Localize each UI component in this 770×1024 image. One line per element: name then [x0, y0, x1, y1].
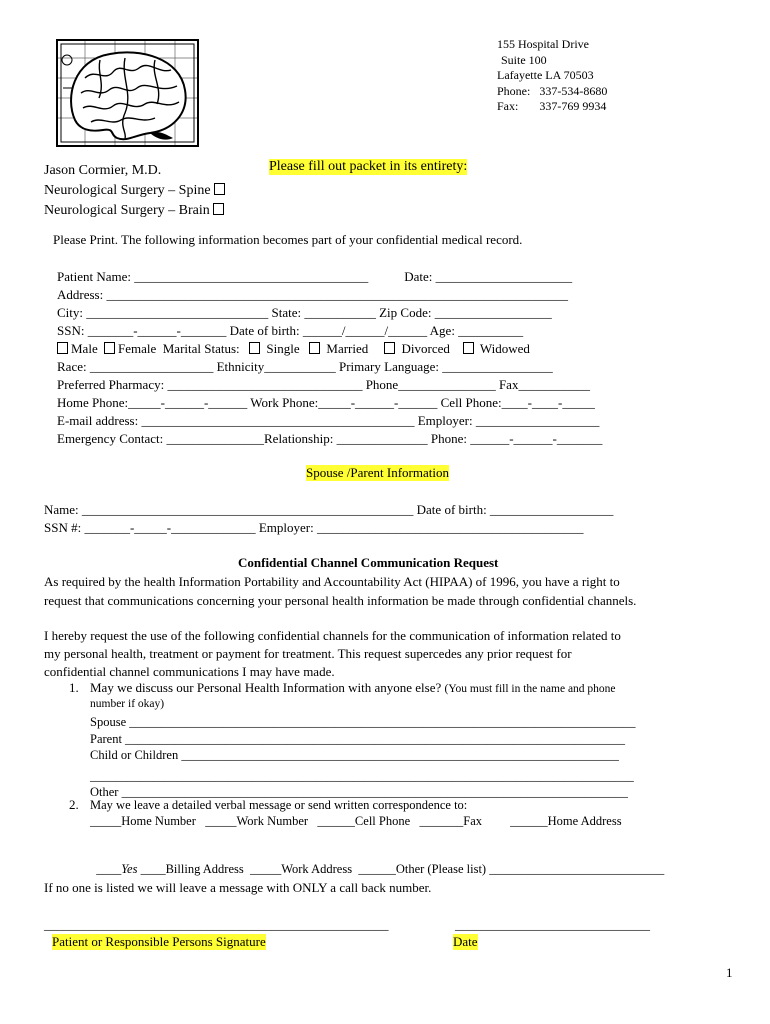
other-contact-line[interactable]: Other _________________________________________________________________________________	[90, 785, 628, 799]
spouse-contact-line[interactable]: Spouse _________________________________________________________________________________	[90, 715, 636, 729]
print-notice: Please Print. The following information becomes part of your confidential medical record.	[53, 232, 523, 247]
widowed-checkbox[interactable]	[463, 342, 474, 354]
spouse-ssn-row[interactable]: SSN #: _______-_____-_____________ Employer: _________________________________________	[44, 520, 584, 535]
blank-contact-line[interactable]: _______________________________________________________________________________________	[90, 768, 634, 783]
fill-packet-notice: Please fill out packet in its entirety:	[269, 159, 468, 174]
question-1: May we discuss our Personal Health Information with anyone else? (You must fill in the name and phone	[90, 680, 616, 695]
question-2: May we leave a detailed verbal message or send written correspondence to:	[90, 798, 468, 812]
address-row[interactable]: Address: _______________________________________________________________________	[57, 287, 568, 302]
specialty-brain: Neurological Surgery – Brain	[44, 201, 228, 221]
hipaa-paragraph-2: I hereby request the use of the following confidential channels for the communication of information related to my personal health, treatment or payment for treatment. This request supercedes any prior request for confidential channel communications I may have made.	[44, 628, 621, 679]
address-line-1: 155 Hospital Drive	[497, 37, 589, 51]
doctor-block	[44, 161, 228, 221]
page-number: 1	[726, 965, 733, 980]
child-contact-line[interactable]: Child or Children ______________________________________________________________________	[90, 748, 619, 762]
signature-line[interactable]: _____________________________________________________	[44, 917, 389, 932]
married-checkbox[interactable]	[309, 342, 320, 354]
parent-contact-line[interactable]: Parent ________________________________________________________________________________	[90, 731, 626, 746]
callback-notice: If no one is listed we will leave a message with ONLY a call back number.	[44, 880, 432, 895]
pharmacy-row[interactable]: Preferred Pharmacy: ______________________________ Phone_______________ Fax___________	[57, 377, 590, 392]
city-row[interactable]: City: ____________________________ State: ___________ Zip Code: __________________	[57, 305, 552, 320]
male-checkbox[interactable]	[57, 342, 68, 354]
specialty-spine: Neurological Surgery – Spine	[44, 181, 228, 201]
patient-name-row[interactable]: Patient Name: ____________________________________ Date: _____________________	[57, 269, 573, 284]
hipaa-heading: Confidential Channel Communication Request	[238, 555, 499, 570]
female-checkbox[interactable]	[104, 342, 115, 354]
date-label: Date	[453, 934, 478, 949]
emergency-row[interactable]: Emergency Contact: _______________Relationship: ______________ Phone: ______-______-_______	[57, 431, 603, 446]
brain-logo-icon	[55, 38, 200, 148]
address-line-2: Suite 100	[501, 52, 547, 67]
doctor-name: Jason Cormier, M.D.	[44, 163, 162, 178]
gender-marital-row: Male Female Marital Status: Single Married Divorced Widowed	[57, 340, 602, 358]
signature-label: Patient or Responsible Persons Signature	[52, 934, 266, 949]
message-options-row-2[interactable]: ____Yes ____Billing Address _____Work Address ______Other (Please list) ____________________________	[96, 862, 665, 876]
spouse-form	[44, 501, 613, 537]
question-1-note: number if okay)	[90, 698, 165, 710]
phones-row[interactable]: Home Phone:_____-______-______ Work Phone:_____-______-______ Cell Phone:____-____-_____	[57, 395, 595, 410]
spine-checkbox[interactable]	[214, 183, 225, 195]
contacts-list	[90, 714, 636, 801]
clinic-address	[497, 37, 607, 115]
question-1-number: 1.	[69, 680, 79, 695]
spouse-heading: Spouse /Parent Information	[306, 465, 449, 480]
hipaa-paragraph-1: As required by the health Information Portability and Accountability Act (HIPAA) of 1996, you have a right to request that communications concerning your personal health information be made through confidential channels.	[44, 574, 637, 608]
address-line-3: Lafayette LA 70503	[497, 68, 594, 82]
date-line[interactable]: ______________________________	[455, 917, 650, 932]
race-row[interactable]: Race: ___________________ Ethnicity___________ Primary Language: _________________	[57, 359, 553, 374]
single-checkbox[interactable]	[249, 342, 260, 354]
patient-form	[57, 268, 602, 448]
divorced-checkbox[interactable]	[384, 342, 395, 354]
brain-checkbox[interactable]	[213, 203, 224, 215]
clinic-fax: Fax: 337-769 9934	[497, 99, 607, 113]
message-options-row[interactable]: _____Home Number _____Work Number ______Cell Phone _______Fax ______Home Address	[90, 814, 622, 828]
spouse-name-row[interactable]: Name: ___________________________________________________ Date of birth: ___________________	[44, 502, 614, 517]
question-2-number: 2.	[69, 797, 79, 812]
email-row[interactable]: E-mail address: __________________________________________ Employer: ___________________	[57, 413, 600, 428]
ssn-row[interactable]: SSN: _______-______-_______ Date of birth: ______/______/______ Age: __________	[57, 323, 524, 338]
yes-answer: Yes	[121, 862, 138, 876]
clinic-phone: Phone: 337-534-8680	[497, 83, 608, 98]
